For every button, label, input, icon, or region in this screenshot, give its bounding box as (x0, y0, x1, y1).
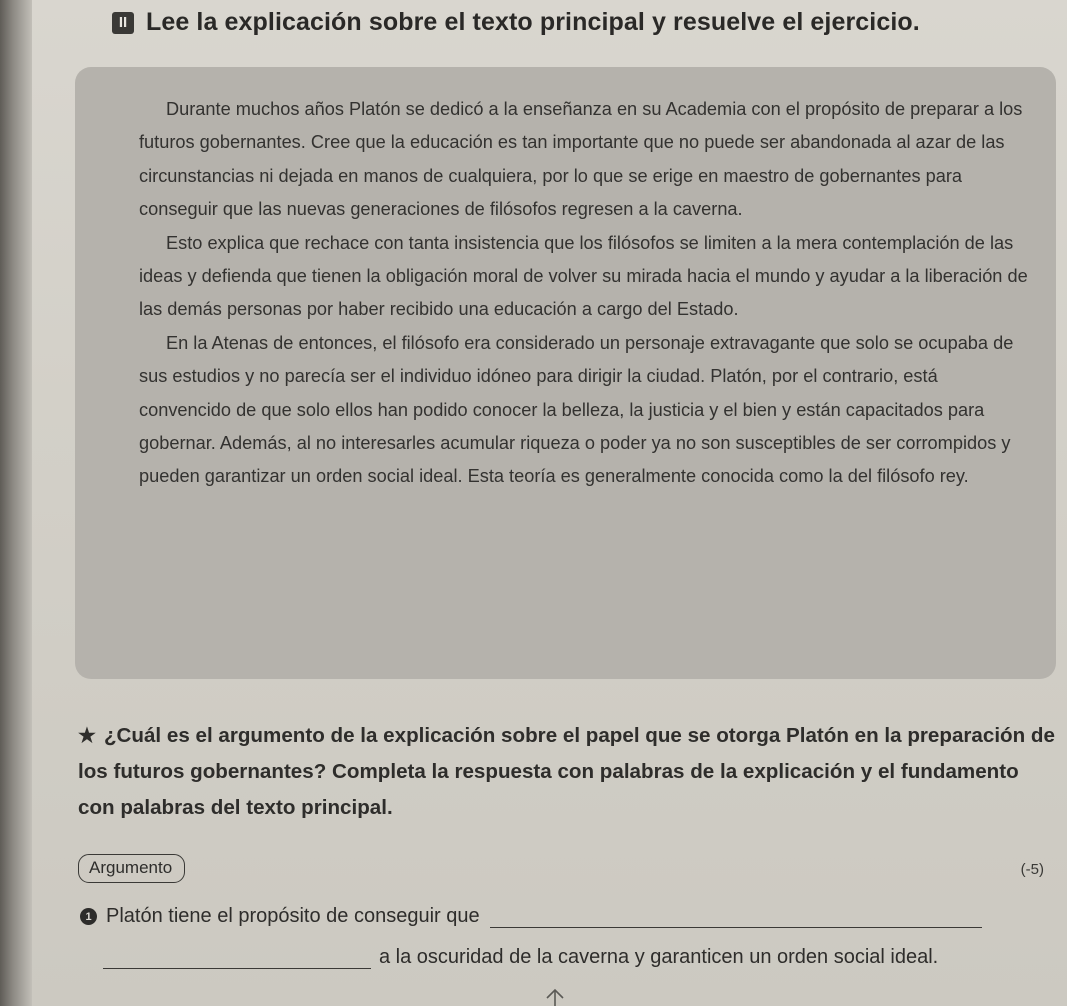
exercise-instruction: Lee la explicación sobre el texto principal y resuelve el ejercicio. (146, 8, 920, 36)
argument-score: (-5) (1020, 861, 1044, 878)
exercise-question (78, 718, 1058, 826)
answer-line-2-text: a la oscuridad de la caverna y garanticen un orden social ideal. (379, 946, 939, 968)
answer-blank-2[interactable] (103, 948, 371, 969)
answer-line-1-text: Platón tiene el propósito de conseguir que (106, 905, 480, 927)
passage-paragraph-3: En la Atenas de entonces, el filósofo era considerado un personaje extravagante que solo se ocupaba de sus estudios y no parecía ser el individuo idóneo para dirigir la ciudad. Platón, por el contrario, está convencido de que solo ellos han podido conocer la belleza, la justicia y el bien y están capacitados para gobernar. Además, al no interesarles acumular riqueza o poder ya no son susceptibles de ser corrompidos y pueden garantizar un orden social ideal. Esta teoría es generalmente conocida como la del filósofo rey. (139, 332, 1014, 487)
passage-paragraph-2: Esto explica que rechace con tanta insistencia que los filósofos se limiten a la mera contemplación de las ideas y defienda que tienen la obligación moral de volver su mirada hacia el mundo y ayudar a la liberación de las demás personas por haber recibido una educación a cargo del Estado. (139, 232, 1028, 320)
exercise-number-badge: II (112, 12, 134, 34)
star-icon: ★ (78, 725, 96, 747)
answer-blank-1[interactable] (490, 907, 982, 928)
arrow-up-icon (544, 984, 566, 1006)
argument-row (78, 852, 1048, 886)
exercise-header (112, 8, 920, 37)
question-text: ¿Cuál es el argumento de la explicación sobre el papel que se otorga Platón en la preparación de los futuros gobernantes? Completa la respuesta con palabras de la explicación y el fundamento con palabras del texto principal. (78, 724, 1055, 819)
explanation-passage-box (75, 67, 1056, 679)
answer-line-1 (80, 905, 982, 928)
argument-label: Argumento (78, 854, 185, 883)
bullet-number-icon: 1 (80, 908, 97, 925)
answer-line-2 (103, 946, 938, 969)
page-edge-shadow (0, 0, 32, 1006)
passage-paragraph-1: Durante muchos años Platón se dedicó a la enseñanza en su Academia con el propósito de preparar a los futuros gobernantes. Cree que la educación es tan importante que no puede ser abandonada al azar de las circunstancias ni dejada en manos de cualquiera, por lo que se erige en maestro de gobernantes para conseguir que las nuevas generaciones de filósofos regresen a la caverna. (139, 99, 1023, 220)
